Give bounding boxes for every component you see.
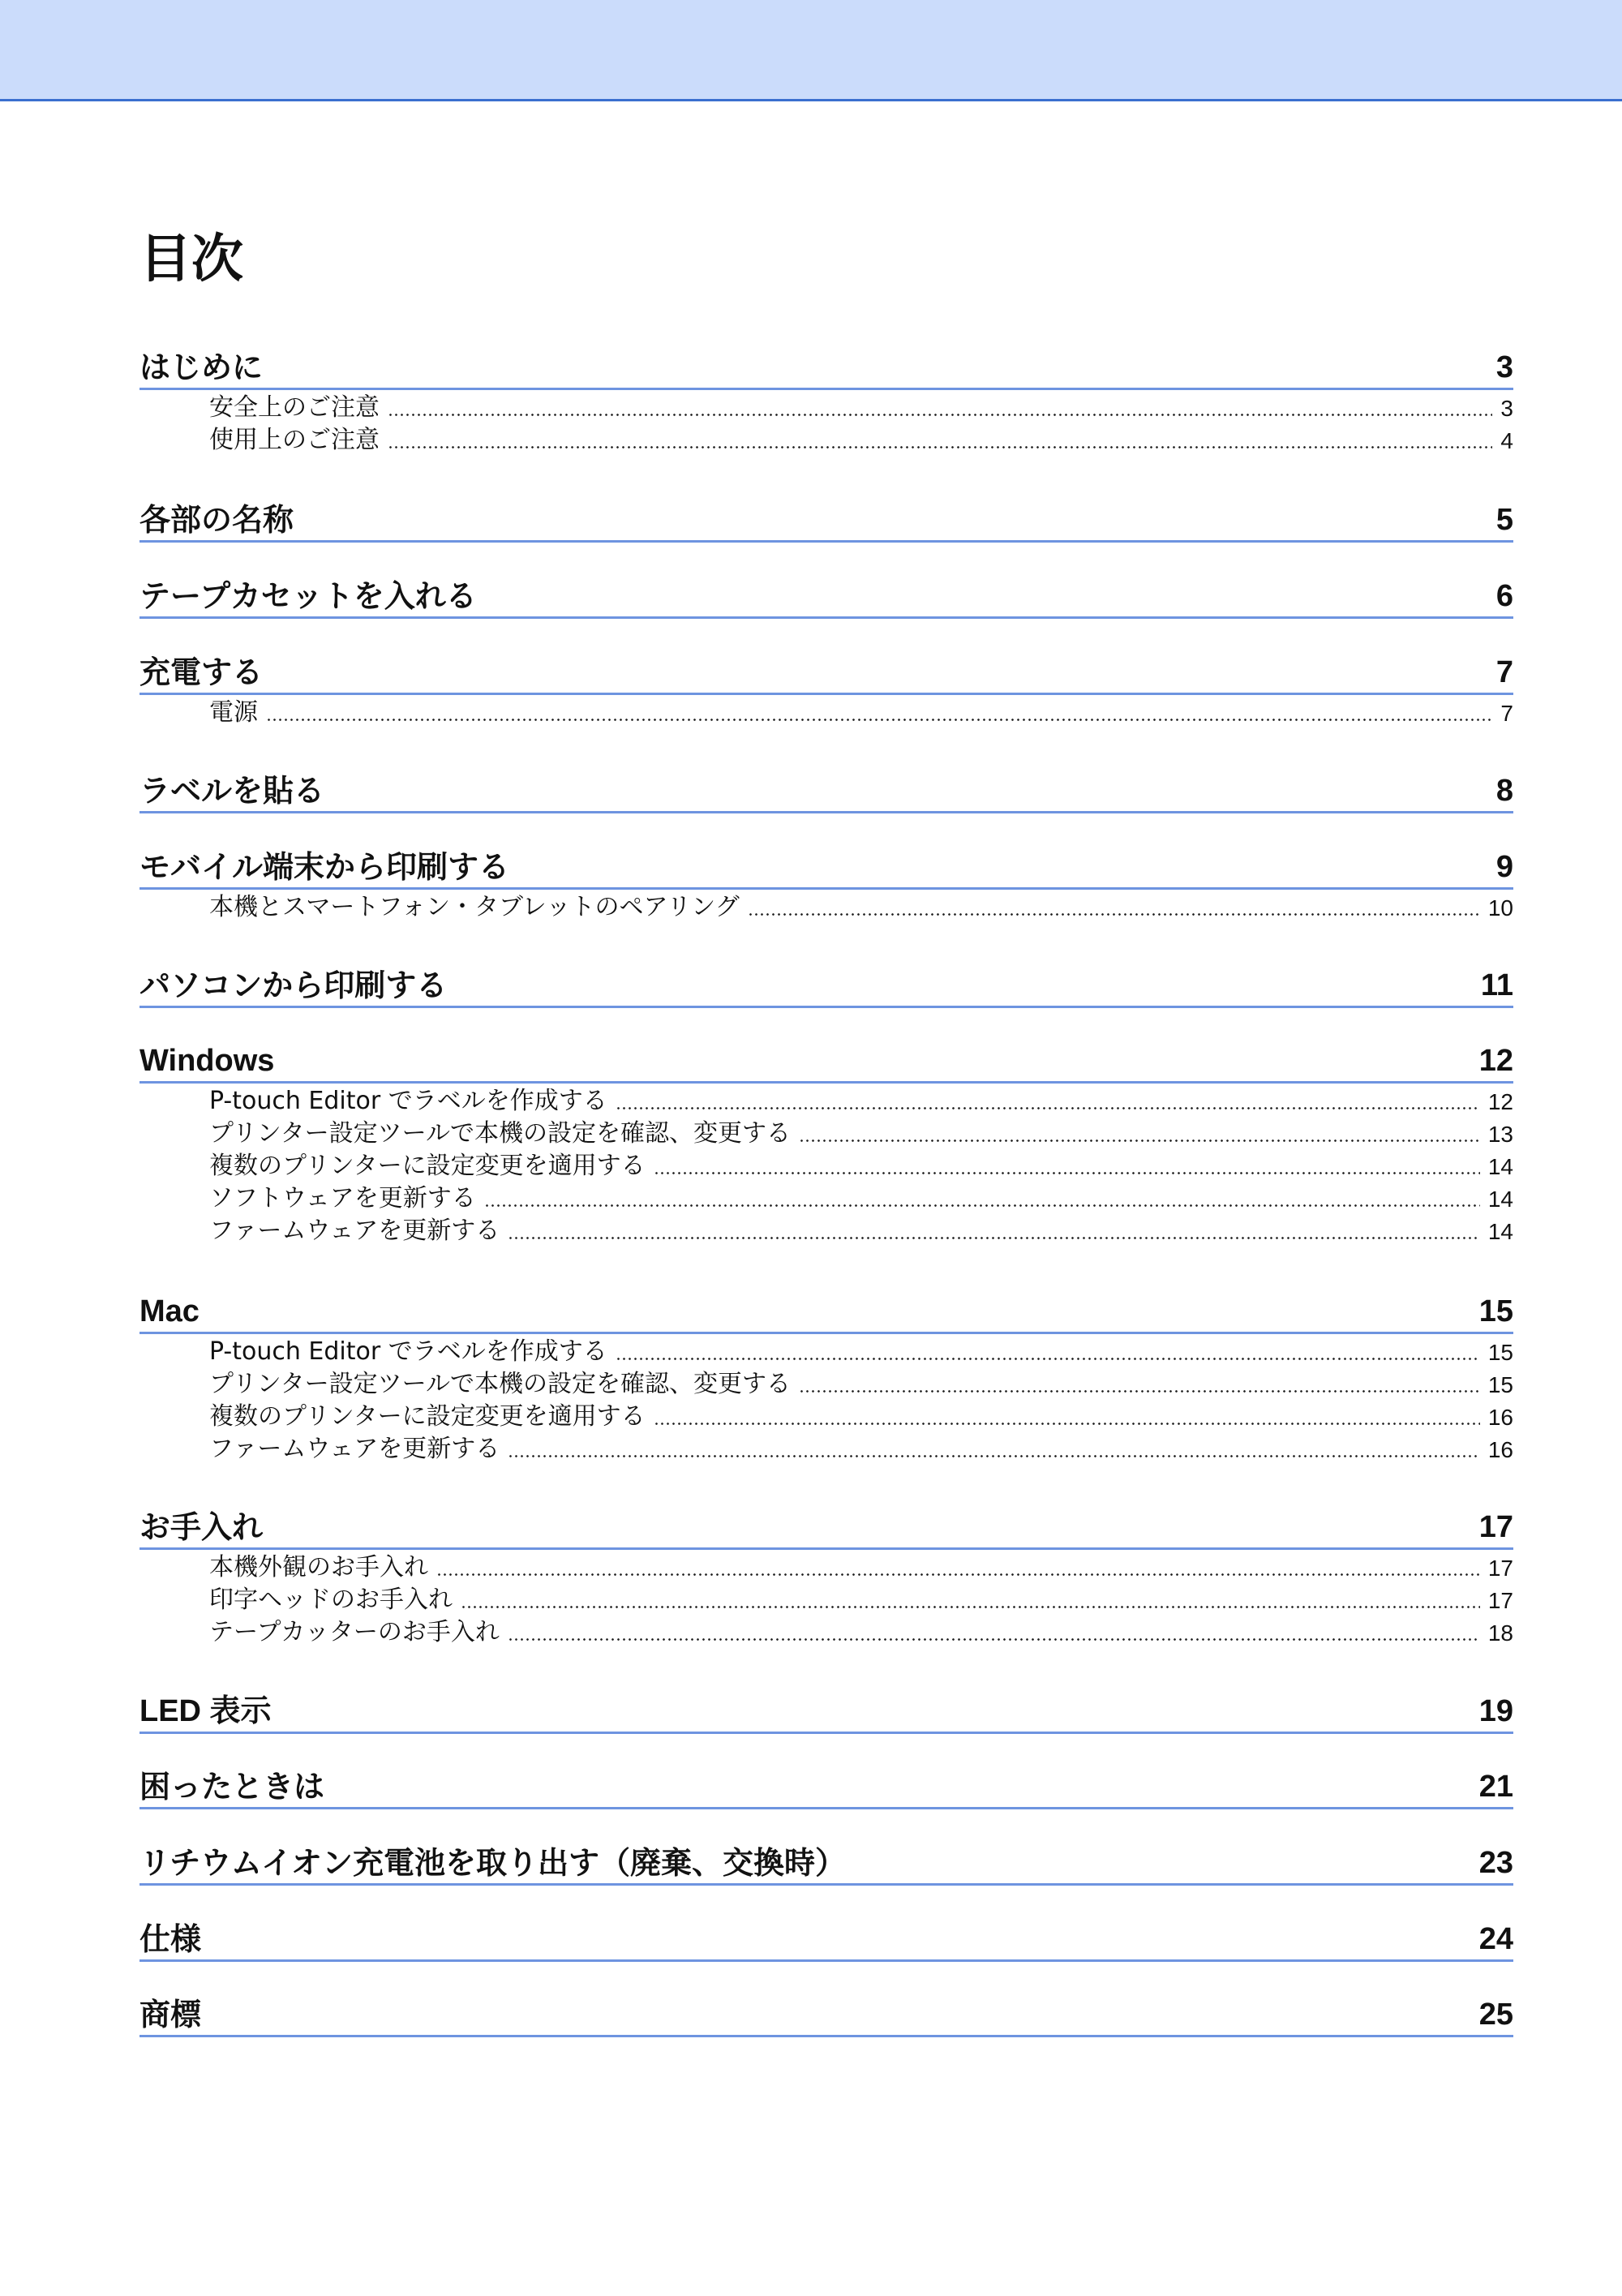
- toc-section-page: 24: [1478, 1922, 1513, 1956]
- toc-section-page: 12: [1478, 1044, 1513, 1078]
- toc-section[interactable]: [139, 845, 1513, 890]
- toc-subentry[interactable]: [209, 1114, 1513, 1146]
- toc-subentry-label: ソフトウェアを更新する: [209, 1184, 476, 1212]
- toc-section-page: 23: [1478, 1846, 1513, 1880]
- toc-subentry[interactable]: [209, 1211, 1513, 1243]
- toc-subentry[interactable]: [209, 420, 1513, 453]
- toc-subentry[interactable]: [209, 1397, 1513, 1429]
- toc-section[interactable]: [139, 1505, 1513, 1550]
- toc-subentry-page: 13: [1487, 1122, 1513, 1147]
- toc-section-label: 充電する: [139, 654, 264, 690]
- toc-section-label: お手入れ: [139, 1509, 264, 1545]
- dot-leader: [266, 719, 1492, 721]
- toc-subentry[interactable]: [209, 1547, 1513, 1580]
- toc-section-label: モバイル端末から印刷する: [139, 849, 510, 885]
- dot-leader: [461, 1606, 1480, 1608]
- toc-section-label: LED 表示: [139, 1694, 272, 1728]
- toc-section[interactable]: [139, 498, 1513, 543]
- toc-subentry-label: 本機とスマートフォン・タブレットのペアリング: [209, 893, 740, 921]
- toc-section-label: リチウムイオン充電池を取り出す（廃棄、交換時）: [139, 1845, 846, 1881]
- toc-subentry-page: 4: [1500, 428, 1513, 453]
- toc-subentry-page: 17: [1487, 1588, 1513, 1613]
- toc-subentry[interactable]: [209, 388, 1513, 420]
- toc-subentry[interactable]: [209, 887, 1513, 920]
- toc-subentry-page: 7: [1500, 701, 1513, 726]
- toc-subentry[interactable]: [209, 1332, 1513, 1364]
- toc-subentry-label: P-touch Editor でラベルを作成する: [209, 1087, 607, 1115]
- toc-subentry-label: 使用上のご注意: [209, 426, 380, 454]
- toc-section-page: 17: [1478, 1510, 1513, 1544]
- toc-section-page: 15: [1478, 1294, 1513, 1328]
- toc-subentry-label: 本機外観のお手入れ: [209, 1553, 428, 1581]
- toc-subentry-label: ファームウェアを更新する: [209, 1435, 500, 1463]
- toc-subentry-label: ファームウェアを更新する: [209, 1217, 500, 1245]
- dot-leader: [748, 913, 1480, 916]
- toc-subentry-page: 14: [1487, 1187, 1513, 1212]
- toc-subentry-label: プリンター設定ツールで本機の設定を確認、変更する: [209, 1119, 791, 1148]
- toc-section-label: テープカセットを入れる: [139, 578, 477, 614]
- dot-leader: [508, 1237, 1480, 1239]
- dot-leader: [799, 1139, 1480, 1142]
- toc-section-page: 8: [1495, 774, 1513, 808]
- toc-section[interactable]: [139, 650, 1513, 695]
- toc-subentry-page: 17: [1487, 1556, 1513, 1581]
- toc-subentry-label: 複数のプリンターに設定変更を適用する: [209, 1152, 646, 1180]
- toc-section-page: 9: [1495, 850, 1513, 884]
- toc-section[interactable]: [139, 769, 1513, 813]
- toc-subentry-label: 印字ヘッドのお手入れ: [209, 1586, 453, 1614]
- toc-section-page: 21: [1478, 1770, 1513, 1804]
- toc-subentry-page: 15: [1487, 1340, 1513, 1365]
- toc-subentry[interactable]: [209, 1081, 1513, 1114]
- toc-subentry-page: 14: [1487, 1154, 1513, 1179]
- toc-section-page: 11: [1480, 968, 1513, 1002]
- toc-subentry[interactable]: [209, 693, 1513, 725]
- toc-subentry-page: 16: [1487, 1405, 1513, 1430]
- toc-subentry[interactable]: [209, 1612, 1513, 1645]
- dot-leader: [484, 1204, 1480, 1207]
- toc-section-label: 困ったときは: [139, 1769, 325, 1805]
- toc-section-page: 25: [1478, 1998, 1513, 2032]
- toc-subentry-label: 安全上のご注意: [209, 393, 380, 422]
- toc-section-page: 3: [1495, 350, 1513, 384]
- dot-leader: [799, 1390, 1480, 1393]
- toc-subentry[interactable]: [209, 1178, 1513, 1211]
- toc-section[interactable]: [139, 1993, 1513, 2037]
- toc-subentry-label: P-touch Editor でラベルを作成する: [209, 1337, 607, 1366]
- toc-section-page: 7: [1495, 655, 1513, 689]
- toc-section[interactable]: [139, 1841, 1513, 1886]
- toc-section-label: はじめに: [139, 350, 264, 385]
- toc-section-page: 6: [1495, 579, 1513, 613]
- dot-leader: [436, 1573, 1480, 1576]
- toc-subentry-page: 15: [1487, 1372, 1513, 1397]
- toc-subentry[interactable]: [209, 1146, 1513, 1178]
- dot-leader: [388, 414, 1492, 416]
- toc-subentry-label: テープカッターのお手入れ: [209, 1618, 500, 1646]
- toc-section-label: 各部の名称: [139, 502, 294, 538]
- toc-subentry[interactable]: [209, 1429, 1513, 1461]
- toc-section-label: 仕様: [139, 1921, 202, 1957]
- toc-subentry-page: 3: [1500, 396, 1513, 421]
- toc-subentry-page: 16: [1487, 1437, 1513, 1462]
- toc-section-label: ラベルを貼る: [139, 773, 325, 809]
- toc-subentry[interactable]: [209, 1580, 1513, 1612]
- dot-leader: [616, 1107, 1480, 1109]
- toc-section-label: Mac: [139, 1294, 200, 1328]
- dot-leader: [654, 1172, 1480, 1174]
- dot-leader: [654, 1423, 1480, 1425]
- dot-leader: [508, 1455, 1480, 1457]
- toc-section[interactable]: [139, 963, 1513, 1008]
- toc-subentry-page: 10: [1487, 895, 1513, 921]
- toc-section[interactable]: [139, 1039, 1513, 1084]
- page-title: 目次: [139, 230, 243, 290]
- toc-subentry-label: プリンター設定ツールで本機の設定を確認、変更する: [209, 1370, 791, 1398]
- toc-section[interactable]: [139, 1917, 1513, 1962]
- toc-section-label: 商標: [139, 1997, 202, 2032]
- toc-section[interactable]: [139, 1765, 1513, 1809]
- dot-leader: [508, 1638, 1480, 1641]
- toc-section[interactable]: [139, 345, 1513, 390]
- toc-section[interactable]: [139, 574, 1513, 619]
- toc-subentry[interactable]: [209, 1364, 1513, 1397]
- toc-subentry-page: 14: [1487, 1219, 1513, 1244]
- toc-section[interactable]: [139, 1689, 1513, 1734]
- toc-subentry-label: 複数のプリンターに設定変更を適用する: [209, 1402, 646, 1431]
- toc-subentry-label: 電源: [209, 698, 258, 727]
- toc-section-label: パソコンから印刷する: [139, 968, 448, 1003]
- toc-section-label: Windows: [139, 1044, 275, 1078]
- toc-section-page: 19: [1478, 1694, 1513, 1728]
- toc-section-page: 5: [1495, 503, 1513, 537]
- toc-section[interactable]: [139, 1290, 1513, 1334]
- header-band: [0, 0, 1622, 101]
- dot-leader: [388, 446, 1492, 448]
- dot-leader: [616, 1358, 1480, 1360]
- toc-subentry-page: 18: [1487, 1620, 1513, 1646]
- toc-subentry-page: 12: [1487, 1089, 1513, 1114]
